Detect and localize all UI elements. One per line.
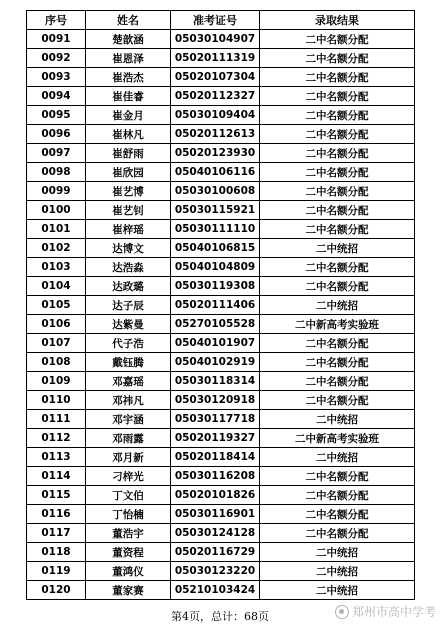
- table-row: [27, 277, 415, 296]
- cell-admission-result: 二中名额分配: [260, 106, 415, 125]
- table-row: [27, 334, 415, 353]
- cell-admission-result: 二中名额分配: [260, 467, 415, 486]
- cell-exam-id: 05030116901: [171, 505, 260, 524]
- table-row: [27, 505, 415, 524]
- table-row: [27, 315, 415, 334]
- table-row: [27, 239, 415, 258]
- cell-name: 楚歆涵: [86, 30, 171, 49]
- cell-name: 崔金月: [86, 106, 171, 125]
- cell-exam-id: 05040106815: [171, 239, 260, 258]
- cell-name: 董家赛: [86, 581, 171, 600]
- cell-exam-id: 05020119327: [171, 429, 260, 448]
- cell-admission-result: 二中名额分配: [260, 258, 415, 277]
- table-body: [27, 30, 415, 600]
- cell-serial-number: 0093: [27, 68, 86, 87]
- table-row: [27, 581, 415, 600]
- wechat-account-icon: [335, 605, 349, 619]
- cell-name: 崔佳睿: [86, 87, 171, 106]
- cell-serial-number: 0092: [27, 49, 86, 68]
- cell-name: 邓嘉瑶: [86, 372, 171, 391]
- header-exam-id: 准考证号: [171, 11, 260, 30]
- cell-serial-number: 0108: [27, 353, 86, 372]
- cell-exam-id: 05040104809: [171, 258, 260, 277]
- cell-admission-result: 二中名额分配: [260, 353, 415, 372]
- table-row: [27, 125, 415, 144]
- cell-serial-number: 0102: [27, 239, 86, 258]
- watermark-text: 郑州市高中学考: [351, 605, 436, 619]
- table-row: [27, 220, 415, 239]
- cell-name: 戴钰腾: [86, 353, 171, 372]
- cell-exam-id: 05040106116: [171, 163, 260, 182]
- cell-serial-number: 0109: [27, 372, 86, 391]
- cell-name: 董资程: [86, 543, 171, 562]
- cell-serial-number: 0098: [27, 163, 86, 182]
- cell-serial-number: 0116: [27, 505, 86, 524]
- table-row: [27, 30, 415, 49]
- cell-admission-result: 二中名额分配: [260, 486, 415, 505]
- cell-exam-id: 05210103424: [171, 581, 260, 600]
- cell-serial-number: 0095: [27, 106, 86, 125]
- cell-admission-result: 二中名额分配: [260, 201, 415, 220]
- table-row: [27, 296, 415, 315]
- table-row: [27, 391, 415, 410]
- cell-name: 达子辰: [86, 296, 171, 315]
- table-row: [27, 467, 415, 486]
- cell-name: 丁文伯: [86, 486, 171, 505]
- page-footer: 第4页，总计：68页: [171, 610, 269, 623]
- cell-exam-id: 05020107304: [171, 68, 260, 87]
- cell-admission-result: 二中名额分配: [260, 68, 415, 87]
- cell-exam-id: 05040102919: [171, 353, 260, 372]
- cell-exam-id: 05020112327: [171, 87, 260, 106]
- cell-admission-result: 二中新高考实验班: [260, 429, 415, 448]
- cell-name: 达博文: [86, 239, 171, 258]
- table-row: [27, 87, 415, 106]
- cell-exam-id: 05270105528: [171, 315, 260, 334]
- cell-exam-id: 05020118414: [171, 448, 260, 467]
- table-row: [27, 372, 415, 391]
- cell-exam-id: 05030100608: [171, 182, 260, 201]
- cell-admission-result: 二中名额分配: [260, 125, 415, 144]
- header-name: 姓名: [86, 11, 171, 30]
- cell-admission-result: 二中名额分配: [260, 87, 415, 106]
- admission-table: [26, 10, 415, 600]
- cell-serial-number: 0119: [27, 562, 86, 581]
- cell-name: 崔艺钊: [86, 201, 171, 220]
- cell-exam-id: 05020112613: [171, 125, 260, 144]
- cell-name: 达紫曼: [86, 315, 171, 334]
- cell-name: 崔艺博: [86, 182, 171, 201]
- table-row: [27, 524, 415, 543]
- cell-admission-result: 二中统招: [260, 448, 415, 467]
- cell-admission-result: 二中名额分配: [260, 277, 415, 296]
- cell-name: 崔林凡: [86, 125, 171, 144]
- cell-admission-result: 二中统招: [260, 239, 415, 258]
- cell-serial-number: 0114: [27, 467, 86, 486]
- cell-serial-number: 0120: [27, 581, 86, 600]
- cell-name: 崔欣园: [86, 163, 171, 182]
- cell-serial-number: 0091: [27, 30, 86, 49]
- cell-admission-result: 二中名额分配: [260, 182, 415, 201]
- cell-exam-id: 05020123930: [171, 144, 260, 163]
- cell-exam-id: 05020116729: [171, 543, 260, 562]
- cell-serial-number: 0094: [27, 87, 86, 106]
- cell-admission-result: 二中统招: [260, 296, 415, 315]
- cell-exam-id: 05020111406: [171, 296, 260, 315]
- table-row: [27, 144, 415, 163]
- table-row: [27, 258, 415, 277]
- cell-exam-id: 05030118314: [171, 372, 260, 391]
- table-row: [27, 49, 415, 68]
- cell-admission-result: 二中名额分配: [260, 163, 415, 182]
- cell-exam-id: 05020101826: [171, 486, 260, 505]
- cell-name: 丁怡楠: [86, 505, 171, 524]
- table-row: [27, 353, 415, 372]
- cell-name: 达浩淼: [86, 258, 171, 277]
- cell-admission-result: 二中统招: [260, 581, 415, 600]
- cell-exam-id: 05030109404: [171, 106, 260, 125]
- table-row: [27, 106, 415, 125]
- cell-admission-result: 二中名额分配: [260, 391, 415, 410]
- cell-serial-number: 0113: [27, 448, 86, 467]
- cell-admission-result: 二中名额分配: [260, 144, 415, 163]
- table-row: [27, 562, 415, 581]
- cell-serial-number: 0107: [27, 334, 86, 353]
- cell-serial-number: 0110: [27, 391, 86, 410]
- cell-serial-number: 0097: [27, 144, 86, 163]
- cell-name: 邓雨露: [86, 429, 171, 448]
- table-row: [27, 410, 415, 429]
- cell-serial-number: 0118: [27, 543, 86, 562]
- cell-serial-number: 0104: [27, 277, 86, 296]
- cell-exam-id: 05030117718: [171, 410, 260, 429]
- table-header-row: [27, 11, 415, 30]
- cell-serial-number: 0117: [27, 524, 86, 543]
- cell-exam-id: 05040101907: [171, 334, 260, 353]
- cell-name: 董鸿仪: [86, 562, 171, 581]
- cell-exam-id: 05030111110: [171, 220, 260, 239]
- cell-exam-id: 05030116208: [171, 467, 260, 486]
- header-serial-number: 序号: [27, 11, 86, 30]
- watermark: [335, 603, 436, 620]
- cell-admission-result: 二中名额分配: [260, 505, 415, 524]
- cell-name: 刁梓光: [86, 467, 171, 486]
- table-row: [27, 448, 415, 467]
- cell-exam-id: 05030115921: [171, 201, 260, 220]
- cell-serial-number: 0101: [27, 220, 86, 239]
- table-row: [27, 68, 415, 87]
- cell-admission-result: 二中名额分配: [260, 334, 415, 353]
- cell-serial-number: 0112: [27, 429, 86, 448]
- cell-name: 崔舒雨: [86, 144, 171, 163]
- header-admission-result: 录取结果: [260, 11, 415, 30]
- cell-exam-id: 05030119308: [171, 277, 260, 296]
- cell-exam-id: 05020111319: [171, 49, 260, 68]
- table-row: [27, 182, 415, 201]
- cell-name: 崔浩杰: [86, 68, 171, 87]
- cell-serial-number: 0099: [27, 182, 86, 201]
- cell-name: 邓月新: [86, 448, 171, 467]
- cell-name: 崔恩泽: [86, 49, 171, 68]
- cell-admission-result: 二中新高考实验班: [260, 315, 415, 334]
- cell-name: 达政璐: [86, 277, 171, 296]
- admission-list: [26, 10, 414, 600]
- cell-serial-number: 0103: [27, 258, 86, 277]
- cell-name: 邓祎凡: [86, 391, 171, 410]
- table-row: [27, 429, 415, 448]
- cell-name: 董浩宇: [86, 524, 171, 543]
- cell-exam-id: 05030120918: [171, 391, 260, 410]
- table-row: [27, 163, 415, 182]
- cell-name: 崔梓瑶: [86, 220, 171, 239]
- cell-serial-number: 0105: [27, 296, 86, 315]
- cell-serial-number: 0100: [27, 201, 86, 220]
- cell-admission-result: 二中名额分配: [260, 524, 415, 543]
- cell-admission-result: 二中名额分配: [260, 30, 415, 49]
- cell-exam-id: 05030123220: [171, 562, 260, 581]
- cell-serial-number: 0106: [27, 315, 86, 334]
- cell-serial-number: 0111: [27, 410, 86, 429]
- cell-admission-result: 二中名额分配: [260, 220, 415, 239]
- cell-admission-result: 二中名额分配: [260, 372, 415, 391]
- table-row: [27, 486, 415, 505]
- table-row: [27, 201, 415, 220]
- cell-admission-result: 二中名额分配: [260, 49, 415, 68]
- cell-exam-id: 05030124128: [171, 524, 260, 543]
- cell-name: 邓宇涵: [86, 410, 171, 429]
- cell-admission-result: 二中统招: [260, 562, 415, 581]
- cell-admission-result: 二中统招: [260, 410, 415, 429]
- cell-exam-id: 05030104907: [171, 30, 260, 49]
- cell-admission-result: 二中统招: [260, 543, 415, 562]
- table-row: [27, 543, 415, 562]
- cell-serial-number: 0096: [27, 125, 86, 144]
- cell-serial-number: 0115: [27, 486, 86, 505]
- cell-name: 代子浩: [86, 334, 171, 353]
